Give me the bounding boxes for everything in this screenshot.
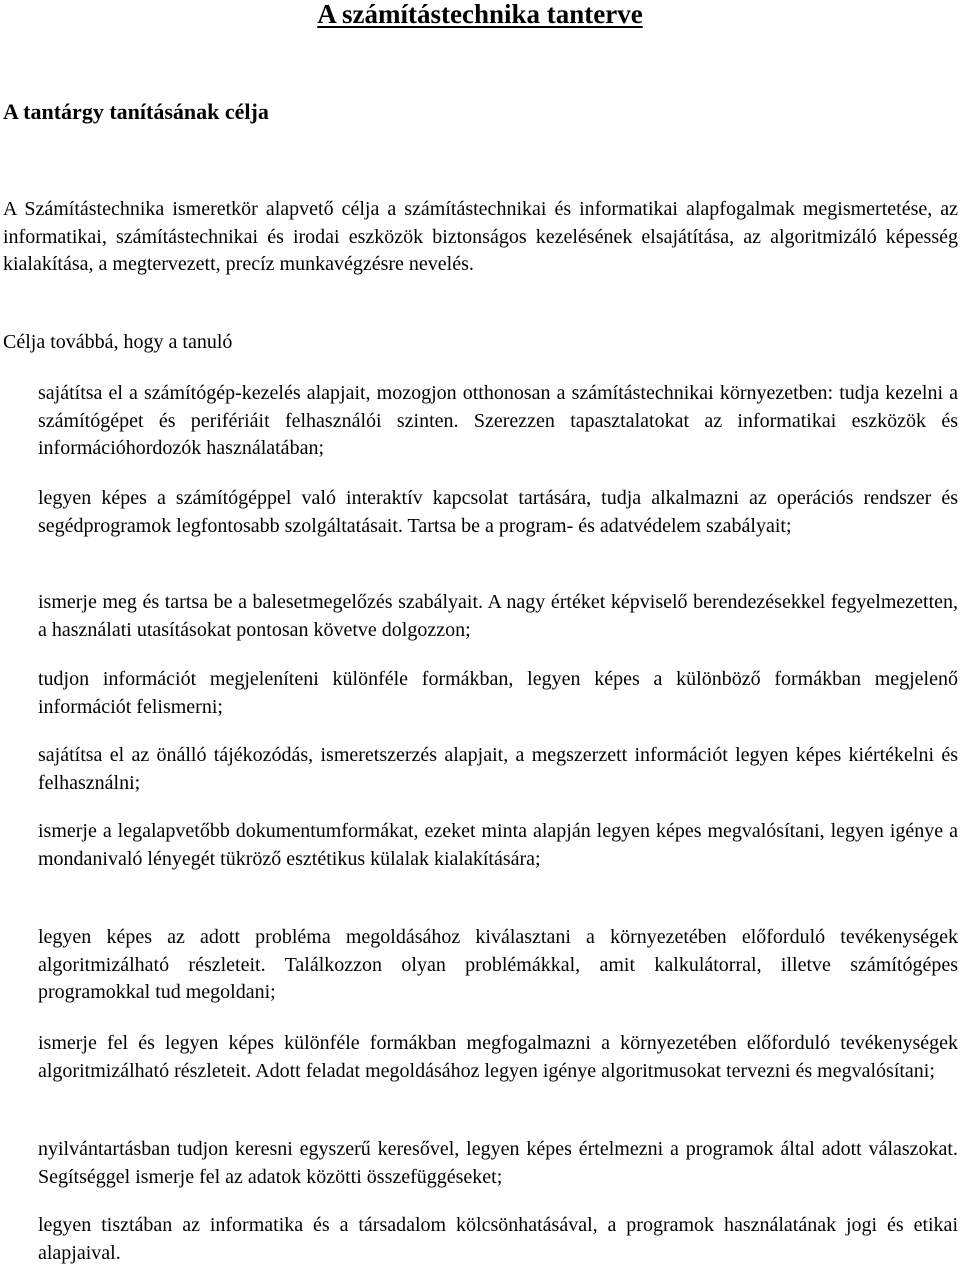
goal-item: legyen képes az adott probléma megoldásához kiválasztani a környezetében előforduló tevékenységek algoritmizálható részleteit. Találkozzon olyan problémákkal, amit kalkulátorral, illetve számítógépes programokkal tud megoldani;: [38, 926, 958, 1003]
document-title: A számítástechnika tanterve: [317, 0, 643, 29]
goal-item: legyen képes a számítógéppel való interaktív kapcsolat tartására, tudja alkalmazni az operációs rendszer és segédprogramok legfontosabb szolgáltatásait. Tartsa be a program- és adatvédelem szabályait;: [38, 487, 958, 537]
goal-item: ismerje a legalapvetőbb dokumentumformákat, ezeket minta alapján legyen képes megvalósítani, legyen igénye a mondanivaló lényegét tükröző esztétikus külalak kialakítására;: [38, 820, 958, 870]
goal-item: nyilvántartásban tudjon keresni egyszerű keresővel, legyen képes értelmezni a programok által adott válaszokat. Segítséggel ismerje fel az adatok közötti összefüggéseket;: [38, 1138, 958, 1188]
goal-item: legyen tisztában az informatika és a társadalom kölcsönhatásával, a programok használatának jogi és etikai alapjaival.: [38, 1214, 958, 1264]
goal-item: sajátítsa el a számítógép-kezelés alapjait, mozogjon otthonosan a számítástechnikai környezetben: tudja kezelni a számítógépet és perifériáit felhasználói szinten. Szerezzen tapasztalatokat az informatikai eszközök és információhordozók használatában;: [38, 382, 958, 459]
goal-item: tudjon információt megjeleníteni különféle formákban, legyen képes a különböző formákban megjelenő információt felismerni;: [38, 668, 958, 718]
lead-in-text: Célja továbbá, hogy a tanuló: [3, 331, 233, 353]
intro-paragraph: A Számítástechnika ismeretkör alapvető célja a számítástechnikai és informatikai alapfogalmak megismertetése, az informatikai, számítástechnikai és irodai eszközök biztonságos kezelésének elsajátítása, az algoritmizáló képesség kialakítása, a megtervezett, precíz munkavégzésre nevelés.: [3, 198, 958, 275]
section-heading: A tantárgy tanításának célja: [3, 99, 269, 124]
goal-item: ismerje meg és tartsa be a balesetmegelőzés szabályait. A nagy értéket képviselő berendezésekkel fegyelmezetten, a használati utasításokat pontosan követve dolgozzon;: [38, 591, 958, 641]
goal-item: sajátítsa el az önálló tájékozódás, ismeretszerzés alapjait, a megszerzett információt legyen képes kiértékelni és felhasználni;: [38, 744, 958, 794]
goal-item: ismerje fel és legyen képes különféle formákban megfogalmazni a környezetében előforduló tevékenységek algoritmizálható részleteit. Adott feladat megoldásához legyen igénye algoritmusokat tervezni és megvalósítani;: [38, 1032, 958, 1082]
